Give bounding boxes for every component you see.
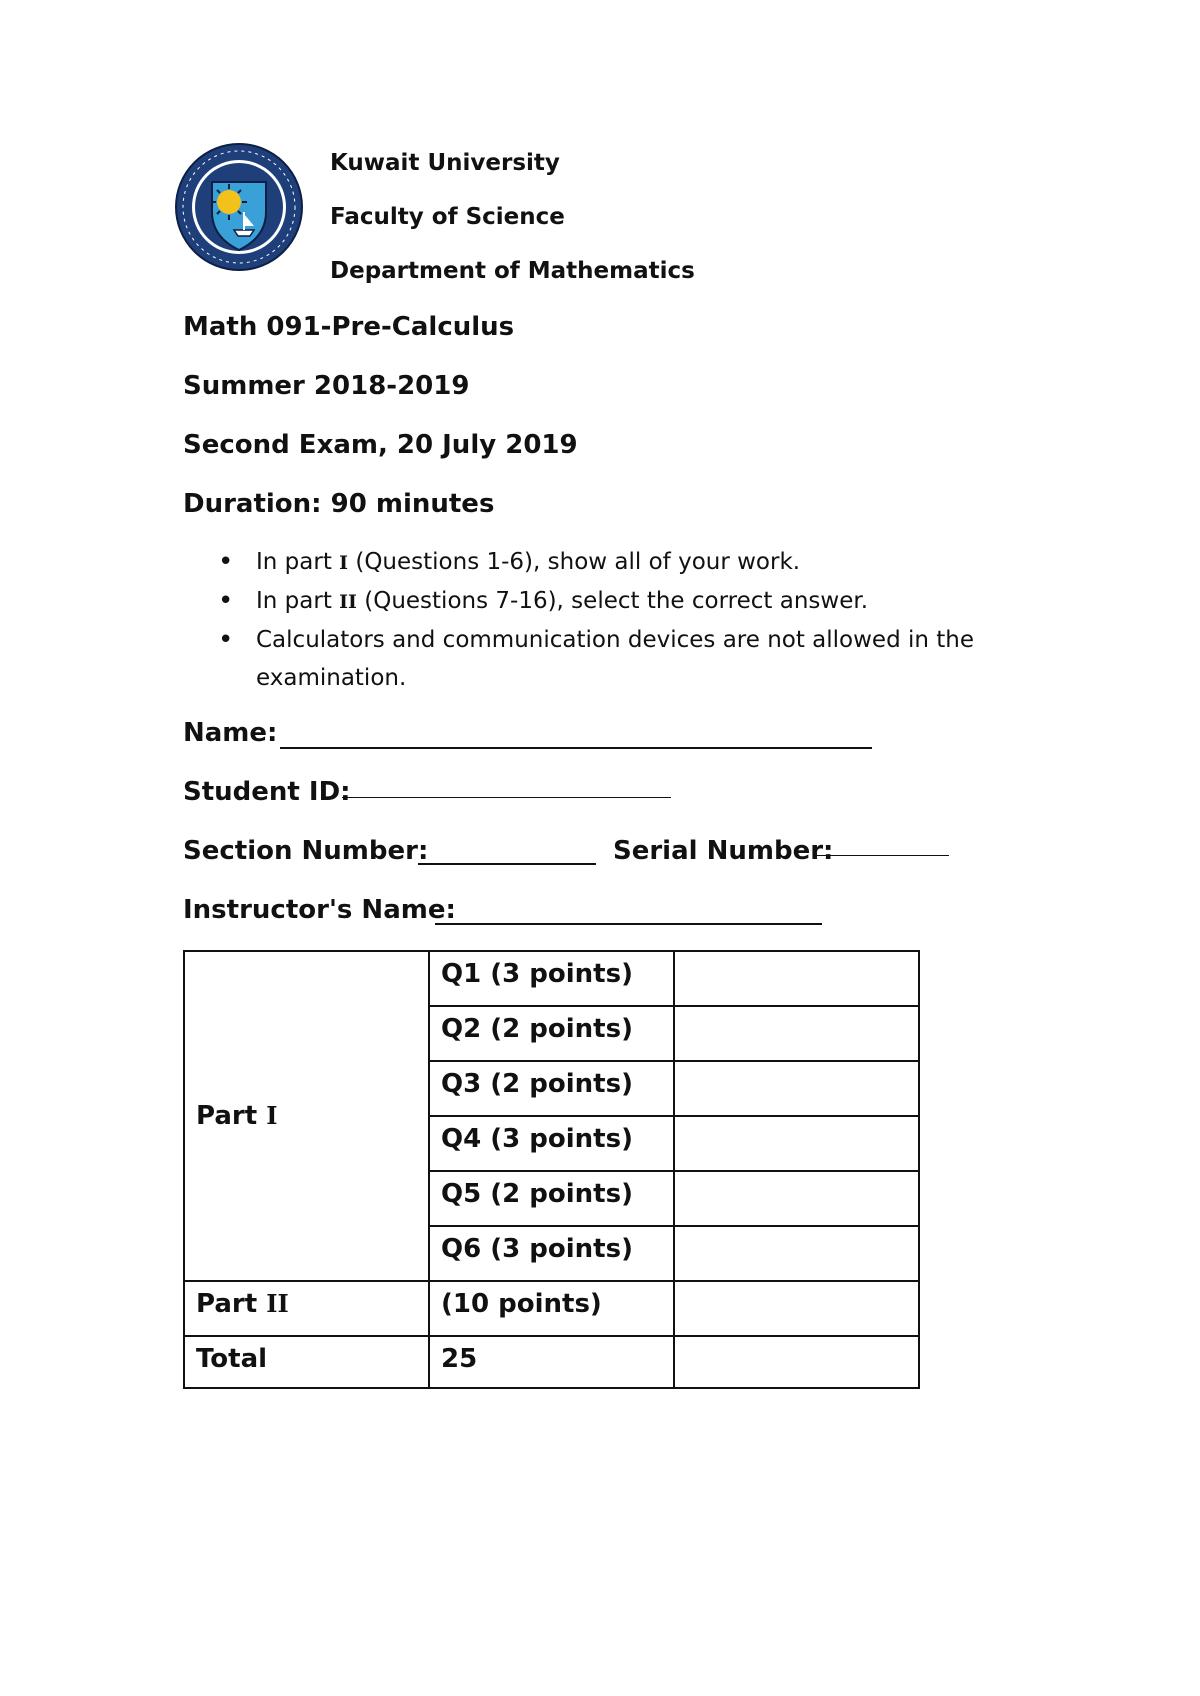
score-input[interactable]: [674, 1171, 919, 1226]
table-row: [184, 951, 919, 1006]
part-one-cell: Part I: [184, 951, 429, 1281]
name-label: Name:: [183, 718, 278, 748]
score-input[interactable]: [674, 1006, 919, 1061]
score-input[interactable]: [674, 1061, 919, 1116]
name-field[interactable]: [280, 747, 872, 749]
instructor-name-field[interactable]: [435, 923, 822, 925]
score-input[interactable]: [674, 1336, 919, 1388]
question-label: Q3 (2 points): [429, 1061, 674, 1116]
score-input[interactable]: [674, 1226, 919, 1281]
faculty-name: Faculty of Science: [330, 204, 565, 230]
course-title: Math 091-Pre-Calculus: [183, 312, 515, 342]
total-label: Total: [184, 1336, 429, 1388]
university-name: Kuwait University: [330, 150, 560, 176]
question-label: Q5 (2 points): [429, 1171, 674, 1226]
part-two-points: (10 points): [429, 1281, 674, 1336]
score-input[interactable]: [674, 951, 919, 1006]
section-number-label: Section Number:: [183, 836, 429, 866]
question-label: Q6 (3 points): [429, 1226, 674, 1281]
instruction-item: • In part II (Questions 7-16), select the correct answer.: [218, 582, 1018, 621]
instructions-list: [218, 543, 1018, 697]
question-label: Q1 (3 points): [429, 951, 674, 1006]
part-two-cell: Part II: [184, 1281, 429, 1336]
section-number-field[interactable]: [418, 863, 596, 865]
serial-number-label: Serial Number:: [613, 836, 834, 866]
table-row: [184, 1336, 919, 1388]
instruction-item: • Calculators and communication devices are not allowed in the examination.: [218, 621, 1018, 697]
question-label: Q4 (3 points): [429, 1116, 674, 1171]
student-id-label: Student ID:: [183, 777, 351, 807]
score-table: [183, 950, 920, 1389]
serial-number-field[interactable]: [815, 855, 949, 856]
table-row: [184, 1281, 919, 1336]
score-input[interactable]: [674, 1116, 919, 1171]
student-id-field[interactable]: [342, 797, 671, 798]
exam-duration: Duration: 90 minutes: [183, 489, 495, 519]
question-label: Q2 (2 points): [429, 1006, 674, 1061]
instruction-item: • In part I (Questions 1-6), show all of your work.: [218, 543, 1018, 582]
instructor-name-label: Instructor's Name:: [183, 895, 456, 925]
exam-date: Second Exam, 20 July 2019: [183, 430, 578, 460]
university-logo: [174, 142, 304, 272]
department-name: Department of Mathematics: [330, 258, 695, 284]
exam-term: Summer 2018-2019: [183, 371, 470, 401]
total-value: 25: [429, 1336, 674, 1388]
score-input[interactable]: [674, 1281, 919, 1336]
